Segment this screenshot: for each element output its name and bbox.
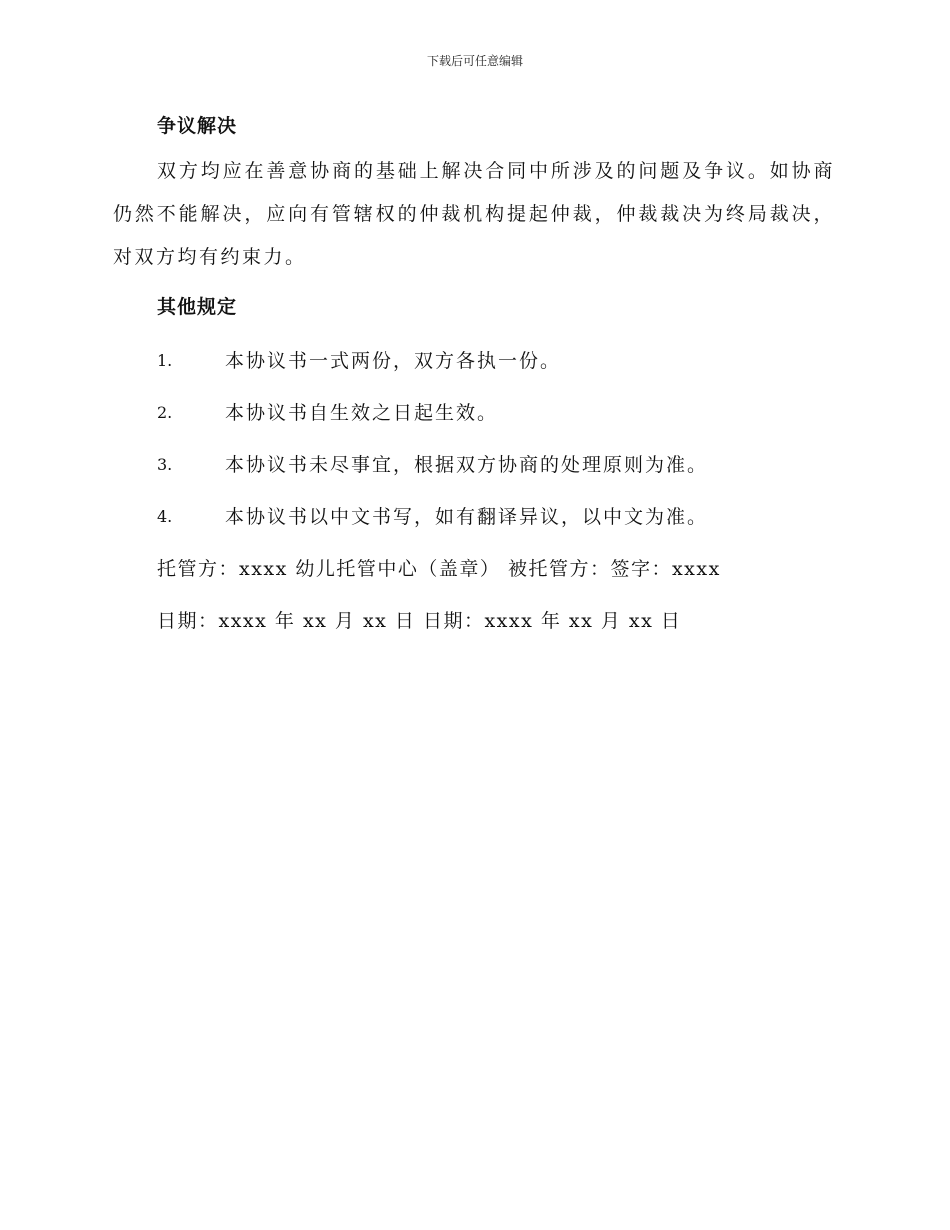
list-item-number: 2. — [157, 403, 173, 422]
section-title-other: 其他规定 — [157, 296, 238, 318]
list-item — [113, 491, 835, 543]
list-item-number: 3. — [157, 455, 173, 474]
list-item-number: 1. — [157, 351, 173, 370]
list-item-text: 本协议书未尽事宜，根据双方协商的处理原则为准。 — [225, 454, 709, 476]
other-provisions-list — [113, 335, 835, 543]
document-body — [113, 112, 835, 647]
list-item-text: 本协议书自生效之日起生效。 — [225, 402, 499, 424]
dispute-paragraph: 双方均应在善意协商的基础上解决合同中所涉及的问题及争议。如协商仍然不能解决，应向有管辖权的仲裁机构提起仲裁，仲裁裁决为终局裁决，对双方均有约束力。 — [113, 160, 835, 268]
list-item — [113, 335, 835, 387]
list-item-text: 本协议书以中文书写，如有翻译异议，以中文为准。 — [225, 506, 709, 528]
list-item — [113, 387, 835, 439]
page-header: 下载后可任意编辑 — [426, 54, 523, 68]
signature-dates-line: 日期：xxxx 年 xx 月 xx 日 日期：xxxx 年 xx 月 xx 日 — [157, 610, 682, 632]
signature-parties-line: 托管方：xxxx 幼儿托管中心（盖章） 被托管方：签字：xxxx — [157, 558, 721, 580]
list-item — [113, 439, 835, 491]
list-item-text: 本协议书一式两份，双方各执一份。 — [225, 350, 562, 372]
list-item-number: 4. — [157, 507, 173, 526]
section-title-dispute: 争议解决 — [157, 115, 238, 137]
